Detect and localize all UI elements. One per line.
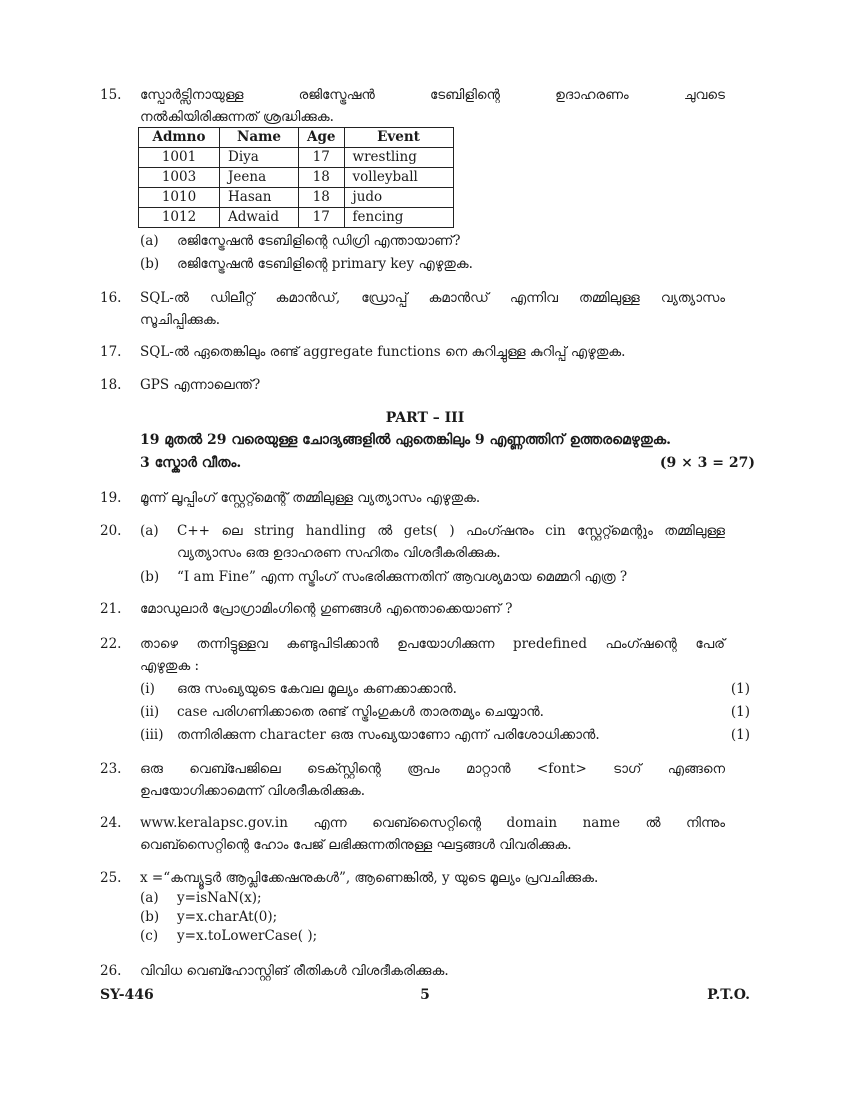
sub-text: y=isNaN(x); [177,890,262,906]
table-cell: 1010 [139,188,220,208]
question-16 [100,287,750,331]
sub-text: രജിസ്ട്രേഷൻ ടേബിളിന്റെ ഡിഗ്രി എന്തായാണ്? [177,233,461,249]
table-cell: volleyball [344,168,453,188]
question-number: 20. [100,523,122,539]
sub-label: (b) [140,909,160,925]
question-22 [100,633,750,753]
question-text: മോഡുലാർ പ്രോഗ്രാമിംഗിന്റെ ഗുണങ്ങൾ എന്തൊക്കെയാണ് ? [140,601,513,617]
page-number: 5 [420,987,430,1003]
question-20 [100,520,750,590]
question-number: 15. [100,87,122,103]
sub-label: (i) [140,681,155,697]
sub-text: C++ ലെ string handling ൽ gets( ) ഫംഗ്ഷനും cin സ്റ്റേറ്റ്മെന്റും തമ്മിലുള്ള [177,523,725,539]
sub-text: y=x.toLowerCase( ); [177,928,318,944]
table-row [139,188,454,208]
table-cell: Jeena [220,168,299,188]
question-text: എഴുതുക : [140,658,200,674]
question-text: താഴെ തന്നിട്ടുള്ളവ കണ്ടുപിടിക്കാൻ ഉപയോഗിക്കുന്ന predefined ഫംഗ്ഷന്റെ പേര് [140,636,725,652]
table-row [139,168,454,188]
question-number: 25. [100,870,122,886]
score-note: 3 സ്കോർ വീതം. [140,455,242,471]
table-row [139,148,454,168]
question-text: x =“കമ്പ്യൂട്ടർ ആപ്ലിക്കേഷനുകൾ”, ആണെങ്കിൽ, y യുടെ മൂല്യം പ്രവചിക്കുക. [140,870,599,886]
question-text: SQL-ൽ ഏതെങ്കിലും രണ്ട് aggregate functions നെ കുറിച്ചുള്ള കുറിപ്പ് എഴുതുക. [140,344,626,360]
sub-text: y=x.charAt(0); [177,909,278,925]
table-cell: fencing [344,208,453,228]
sub-text: ഒരു സംഖ്യയുടെ കേവല മൂല്യം കണക്കാക്കാൻ. [177,681,457,697]
question-26 [100,960,750,982]
column-header: Age [299,128,345,148]
table-cell: 18 [299,188,345,208]
question-number: 17. [100,344,122,360]
table-header-row [139,128,454,148]
question-number: 24. [100,815,122,831]
table-cell: 18 [299,168,345,188]
question-text: സൂചിപ്പിക്കുക. [140,312,220,328]
sub-text: തന്നിരിക്കുന്ന character ഒരു സംഖ്യയാണോ എന്ന് പരിശോധിക്കാൻ. [177,727,600,743]
question-number: 19. [100,490,122,506]
question-number: 23. [100,761,122,777]
question-18 [100,374,750,396]
question-text: SQL-ൽ ഡിലീറ്റ് കമാൻഡ്, ഡ്രോപ്പ് കമാൻഡ് എന്നിവ തമ്മിലുള്ള വ്യത്യാസം [140,290,725,306]
marks-total: (9 × 3 = 27) [659,455,755,471]
sub-label: (b) [140,569,160,585]
sub-label: (iii) [140,727,164,743]
question-text: വിവിധ വെബ്ഹോസ്റ്റിങ് രീതികൾ വിശദീകരിക്കുക. [140,963,449,979]
column-header: Admno [139,128,220,148]
question-text: ഉപയോഗിക്കാമെന്ന് വിശദീകരിക്കുക. [140,783,366,799]
item-marks: (1) [730,727,750,743]
item-marks: (1) [730,681,750,697]
table-cell: Diya [220,148,299,168]
question-text: GPS എന്നാലെന്ത്? [140,377,261,393]
question-24 [100,812,750,856]
question-text: വെബ്സൈറ്റിന്റെ ഹോം പേജ് ലഭിക്കുന്നതിനുള്ള ഘട്ടങ്ങൾ വിവരിക്കുക. [140,837,572,853]
column-header: Name [220,128,299,148]
sub-text: case പരിഗണിക്കാതെ രണ്ട് സ്ട്രിംഗുകൾ താരതമ്യം ചെയ്യാൻ. [177,704,544,720]
question-number: 18. [100,377,122,393]
table-row [139,208,454,228]
table-cell: wrestling [344,148,453,168]
sub-label: (a) [140,890,159,906]
table-cell: 1001 [139,148,220,168]
question-text: മൂന്ന് ലൂപ്പിംഗ് സ്റ്റേറ്റ്മെന്റ് തമ്മിലുള്ള വ്യത്യാസം എഴുതുക. [140,490,481,506]
sub-text: “I am Fine” എന്ന സ്ട്രിംഗ് സംഭരിക്കുന്നതിന് ആവശ്യമായ മെമ്മറി എത്ര ? [177,569,628,585]
question-number: 16. [100,290,122,306]
question-21 [100,598,750,620]
part-instruction: 19 മുതൽ 29 വരെയുള്ള ചോദ്യങ്ങളിൽ ഏതെങ്കിലും 9 എണ്ണത്തിന് ഉത്തരമെഴുതുക. [140,432,672,448]
table-cell: Hasan [220,188,299,208]
paper-code: SY-446 [100,987,154,1003]
question-19 [100,487,750,509]
question-17 [100,341,750,363]
table-cell: 17 [299,148,345,168]
sub-text: വ്യത്യാസം ഒരു ഉദാഹരണ സഹിതം വിശദീകരിക്കുക. [177,545,501,561]
column-header: Event [344,128,453,148]
sub-label: (b) [140,256,160,272]
question-text: നൽകിയിരിക്കുന്നത് ശ്രദ്ധിക്കുക. [140,109,334,125]
question-number: 22. [100,636,122,652]
pto-note: P.T.O. [707,987,750,1003]
table-cell: judo [344,188,453,208]
part-title: PART – III [385,410,465,426]
question-number: 21. [100,601,122,617]
sub-label: (a) [140,523,159,539]
table-cell: 17 [299,208,345,228]
item-marks: (1) [730,704,750,720]
sub-label: (a) [140,233,159,249]
sub-label: (ii) [140,704,160,720]
sub-label: (c) [140,928,159,944]
question-23 [100,758,750,802]
part-instruction-score [140,452,755,474]
table-cell: 1012 [139,208,220,228]
question-15 [100,84,750,128]
question-text: സ്പോർട്സിനായുള്ള രജിസ്ട്രേഷൻ ടേബിളിന്റെ ഉദാഹരണം ചുവടെ [140,87,725,103]
sub-text: രജിസ്ട്രേഷൻ ടേബിളിന്റെ primary key എഴുതുക. [177,256,473,272]
question-25 [100,867,750,957]
registration-table [138,127,454,228]
question-text: ഒരു വെബ്പേജിലെ ടെക്സ്റ്റിന്റെ രൂപം മാറ്റാൻ <font> ടാഗ് എങ്ങനെ [140,761,725,777]
table-cell: Adwaid [220,208,299,228]
table-cell: 1003 [139,168,220,188]
question-number: 26. [100,963,122,979]
question-text: www.keralapsc.gov.in എന്ന വെബ്സൈറ്റിന്റെ domain name ൽ നിന്നും [140,815,725,831]
